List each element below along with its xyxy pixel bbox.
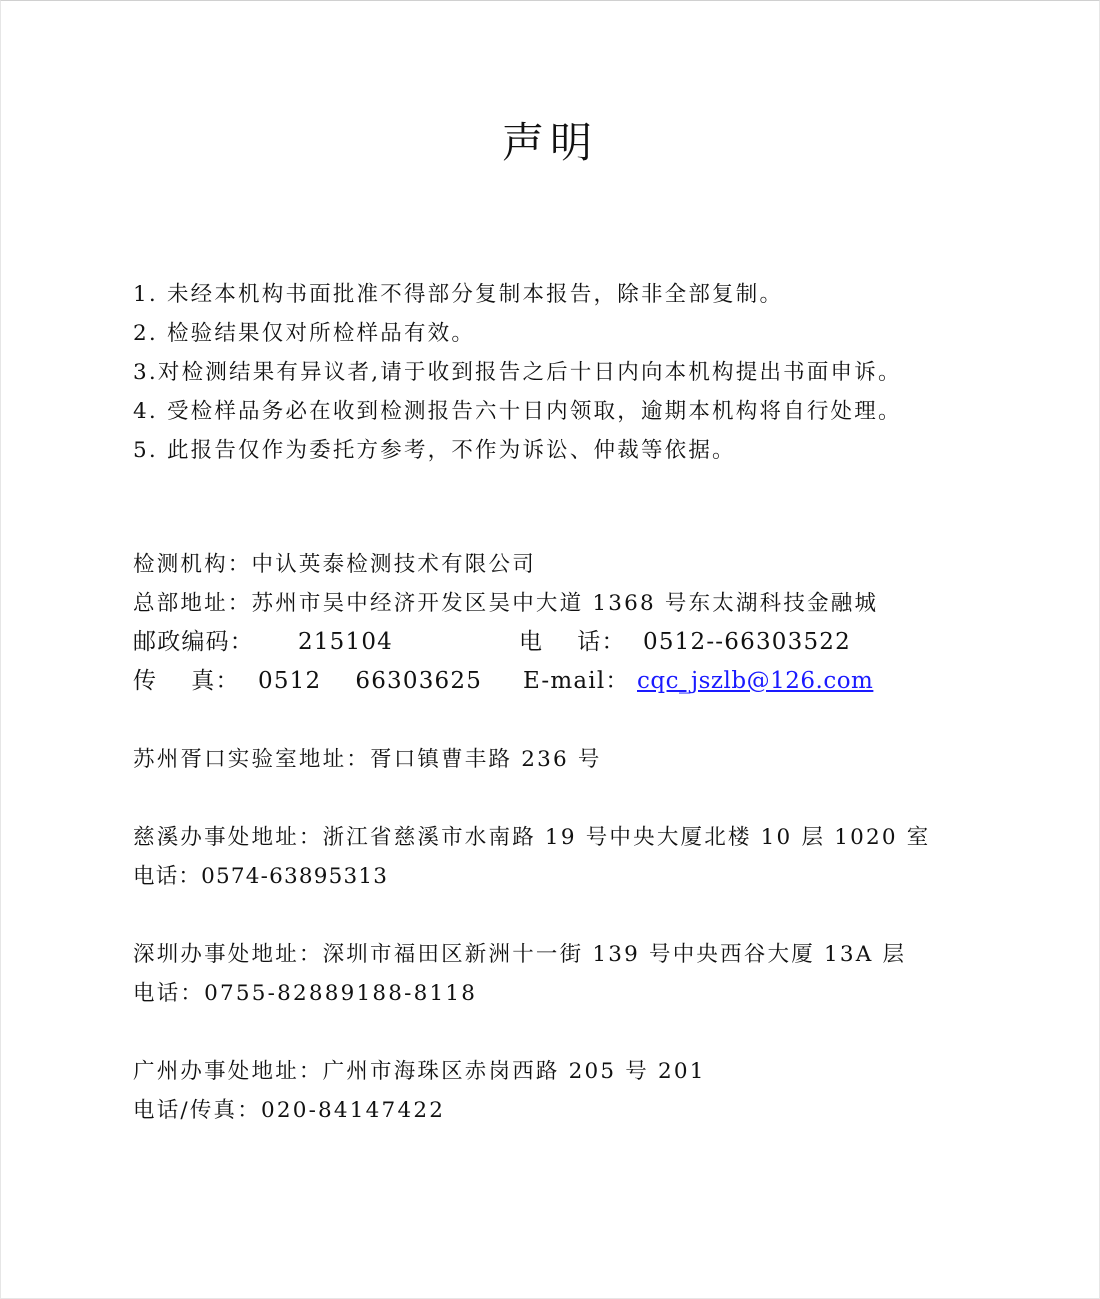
declaration-item-1: 1. 未经本机构书面批准不得部分复制本报告，除非全部复制。 [133, 282, 784, 307]
fax-label: 传 真： [133, 668, 240, 694]
postcode-label: 邮政编码： [133, 629, 254, 655]
shenzhen-office-phone: 电话：0755-82889188-8118 [133, 981, 478, 1006]
shenzhen-office-address: 深圳办事处地址：深圳市福田区新洲十一街 139 号中央西谷大厦 13A 层 [133, 942, 907, 967]
cixi-office-phone: 电话：0574-63895313 [133, 864, 389, 889]
fax-email-row [133, 662, 1033, 701]
email-link[interactable]: cqc_jszlb@126.com [637, 668, 874, 694]
declaration-list [133, 275, 1033, 470]
org-name-line: 检测机构：中认英泰检测技术有限公司 [133, 552, 536, 577]
org-address-line: 总部地址：苏州市吴中经济开发区吴中大道 1368 号东太湖科技金融城 [133, 591, 879, 616]
declaration-item-2: 2. 检验结果仅对所检样品有效。 [133, 321, 476, 346]
guangzhou-office-address: 广州办事处地址：广州市海珠区赤岗西路 205 号 201 [133, 1059, 706, 1084]
phone-value: 0512--66303522 [643, 629, 851, 655]
suzhou-lab-address: 苏州胥口实验室地址：胥口镇曹丰路 236 号 [133, 747, 602, 772]
guangzhou-office-phone: 电话/传真：020-84147422 [133, 1098, 446, 1123]
postcode-phone-row [133, 623, 1033, 662]
cixi-office-address: 慈溪办事处地址：浙江省慈溪市水南路 19 号中央大厦北楼 10 层 1020 室 [133, 825, 931, 850]
contact-info [133, 545, 1033, 1130]
fax-value: 0512 66303625 [258, 668, 483, 694]
declaration-item-3: 3.对检测结果有异议者,请于收到报告之后十日内向本机构提出书面申诉。 [133, 360, 902, 385]
phone-label: 电 话： [519, 629, 626, 655]
postcode-value: 215104 [298, 629, 393, 655]
declaration-item-4: 4. 受检样品务必在收到检测报告六十日内领取，逾期本机构将自行处理。 [133, 399, 902, 424]
declaration-item-5: 5. 此报告仅作为委托方参考，不作为诉讼、仲裁等依据。 [133, 438, 736, 463]
email-label: E-mail： [523, 668, 630, 694]
page-title: 声明 [501, 118, 598, 167]
